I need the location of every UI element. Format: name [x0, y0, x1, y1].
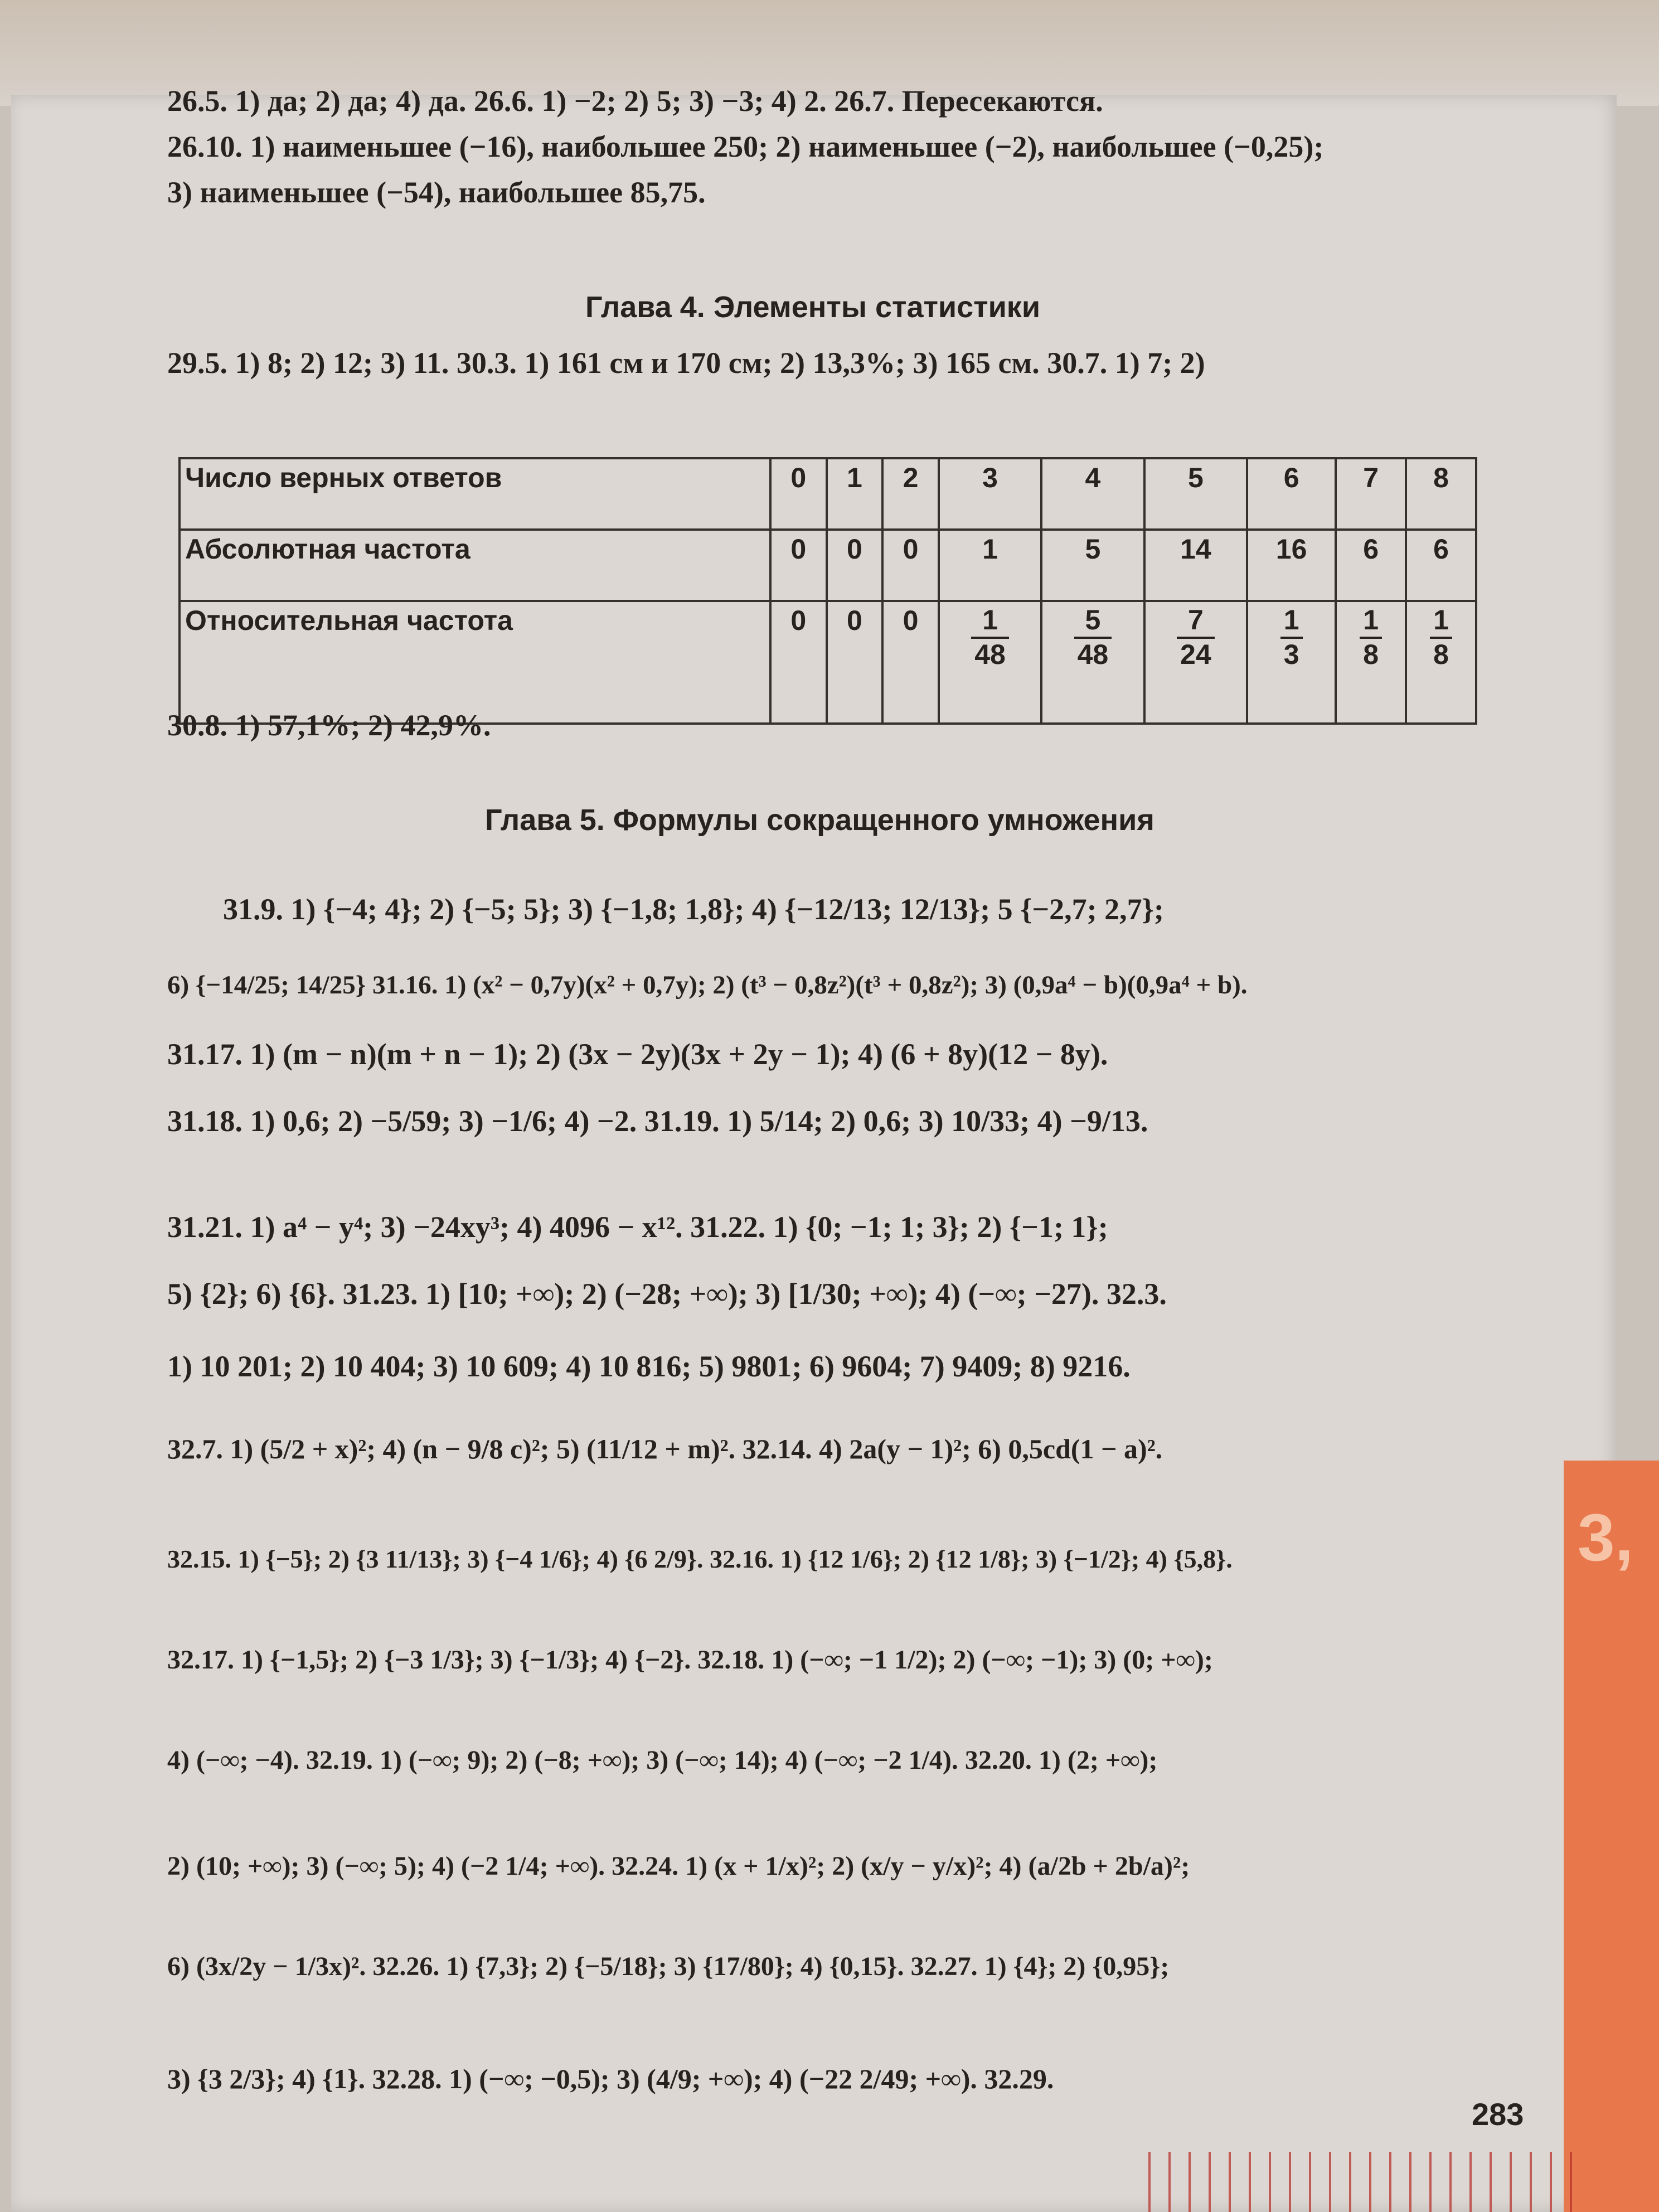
table-cell: 5: [1041, 530, 1144, 601]
chapter-4-title: Глава 4. Элементы статистики: [585, 290, 1041, 324]
table-cell: 16: [1247, 530, 1336, 601]
table-cell: 1: [939, 530, 1041, 601]
table-row: [180, 530, 1476, 601]
table-cell: 0: [827, 530, 883, 601]
fraction: $\frac{5}{48}$: [1074, 604, 1112, 671]
table-cell: 0: [882, 530, 939, 601]
table-cell: [1144, 601, 1247, 724]
fraction: $\frac{1}{8}$: [1430, 604, 1452, 671]
table-cell: 14: [1144, 530, 1247, 601]
table-cell: [1041, 601, 1144, 724]
table-cell: 6: [1336, 530, 1406, 601]
page-number: 283: [1472, 2097, 1524, 2132]
answer-line: 31.18. 1) 0,6; 2) −5/59; 3) −1/6; 4) −2. 31.19. 1) 5/14; 2) 0,6; 3) 10/33; 4) −9/13.: [167, 1104, 1148, 1138]
row-label: Абсолютная частота: [180, 530, 770, 601]
table-cell: 7: [1336, 458, 1406, 530]
table-cell: 0: [827, 601, 883, 724]
answer-line: 6) (3x/2y − 1/3x)². 32.26. 1) {7,3}; 2) {−5/18}; 3) {17/80}; 4) {0,15}. 32.27. 1) {4}; 2) {0,95};: [167, 1952, 1170, 1981]
answer-line: 5) {2}; 6) {6}. 31.23. 1) [10; +∞); 2) (−28; +∞); 3) [1/30; +∞); 4) (−∞; −27). 32.3.: [167, 1277, 1167, 1311]
answer-line: 26.10. 1) наименьшее (−16), наибольшее 250; 2) наименьшее (−2), наибольшее (−0,25);: [167, 130, 1324, 163]
table-row: [180, 601, 1476, 724]
fraction: $\frac{1}{3}$: [1280, 604, 1303, 671]
answer-line: 30.8. 1) 57,1%; 2) 42,9%.: [167, 709, 491, 742]
answer-line: 32.15. 1) {−5}; 2) {3 11/13}; 3) {−4 1/6}; 4) {6 2/9}. 32.16. 1) {12 1/6}; 2) {12 1/8}; 3) {−1/2}; 4) {5,8}.: [167, 1545, 1233, 1573]
table-cell: 2: [882, 458, 939, 530]
answer-line: 31.17. 1) (m − n)(m + n − 1); 2) (3x − 2y)(3x + 2y − 1); 4) (6 + 8y)(12 − 8y).: [167, 1037, 1108, 1071]
table-cell: [1406, 601, 1476, 724]
chapter-5-title: Глава 5. Формулы сокращенного умножения: [485, 803, 1154, 837]
answer-line: 29.5. 1) 8; 2) 12; 3) 11. 30.3. 1) 161 см и 170 см; 2) 13,3%; 3) 165 см. 30.7. 1) 7; 2): [167, 346, 1205, 380]
fraction: $\frac{1}{48}$: [971, 604, 1009, 671]
answer-line: 26.5. 1) да; 2) да; 4) да. 26.6. 1) −2; 2) 5; 3) −3; 4) 2. 26.7. Пересекаются.: [167, 84, 1103, 118]
table-cell: 0: [770, 601, 827, 724]
table-cell: 5: [1144, 458, 1247, 530]
table-cell: [1247, 601, 1336, 724]
table-row: [180, 458, 1476, 530]
table-cell: 0: [770, 458, 827, 530]
answer-line: 4) (−∞; −4). 32.19. 1) (−∞; 9); 2) (−8; +∞); 3) (−∞; 14); 4) (−∞; −2 1/4). 32.20. 1) (2; +∞);: [167, 1745, 1158, 1775]
table-cell: 6: [1406, 530, 1476, 601]
answer-line: 3) {3 2/3}; 4) {1}. 32.28. 1) (−∞; −0,5); 3) (4/9; +∞); 4) (−22 2/49; +∞). 32.29.: [167, 2063, 1054, 2094]
answer-line: 31.9. 1) {−4; 4}; 2) {−5; 5}; 3) {−1,8; 1,8}; 4) {−12/13; 12/13}; 5 {−2,7; 2,7};: [223, 892, 1164, 926]
row-label: Относительная частота: [180, 601, 770, 724]
table-cell: [939, 601, 1041, 724]
row-label: Число верных ответов: [180, 458, 770, 530]
answer-line: 1) 10 201; 2) 10 404; 3) 10 609; 4) 10 816; 5) 9801; 6) 9604; 7) 9409; 8) 9216.: [167, 1350, 1131, 1383]
answer-line: 3) наименьшее (−54), наибольшее 85,75.: [167, 176, 706, 209]
ruler-strip: [1148, 2152, 1572, 2212]
frequency-table: [178, 457, 1477, 725]
table-cell: 0: [882, 601, 939, 724]
fraction: $\frac{1}{8}$: [1360, 604, 1382, 671]
answer-line: 6) {−14/25; 14/25} 31.16. 1) (x² − 0,7y)(x² + 0,7y); 2) (t³ − 0,8z²)(t³ + 0,8z²); 3) (0,9a⁴ − b)(0,9a⁴ + b).: [167, 971, 1248, 1000]
fraction: $\frac{7}{24}$: [1177, 604, 1215, 671]
table-cell: 0: [770, 530, 827, 601]
answer-line: 31.21. 1) a⁴ − y⁴; 3) −24xy³; 4) 4096 − x¹². 31.22. 1) {0; −1; 1; 3}; 2) {−1; 1};: [167, 1210, 1108, 1244]
answer-line: 2) (10; +∞); 3) (−∞; 5); 4) (−2 1/4; +∞). 32.24. 1) (x + 1/x)²; 2) (x/y − y/x)²; 4) (a/2b + 2b/a)²;: [167, 1851, 1190, 1881]
side-tab-text: 3,: [1578, 1500, 1634, 1575]
table-cell: [1336, 601, 1406, 724]
answer-line: 32.7. 1) (5/2 + x)²; 4) (n − 9/8 c)²; 5) (11/12 + m)². 32.14. 4) 2a(y − 1)²; 6) 0,5cd(1 − a)².: [167, 1433, 1163, 1464]
table-cell: 6: [1247, 458, 1336, 530]
table-cell: 3: [939, 458, 1041, 530]
answer-line: 32.17. 1) {−1,5}; 2) {−3 1/3}; 3) {−1/3}; 4) {−2}. 32.18. 1) (−∞; −1 1/2); 2) (−∞; −1); 3) (0; +∞);: [167, 1645, 1213, 1675]
table-cell: 4: [1041, 458, 1144, 530]
table-cell: 1: [827, 458, 883, 530]
book-page: [11, 95, 1617, 2212]
table-cell: 8: [1406, 458, 1476, 530]
